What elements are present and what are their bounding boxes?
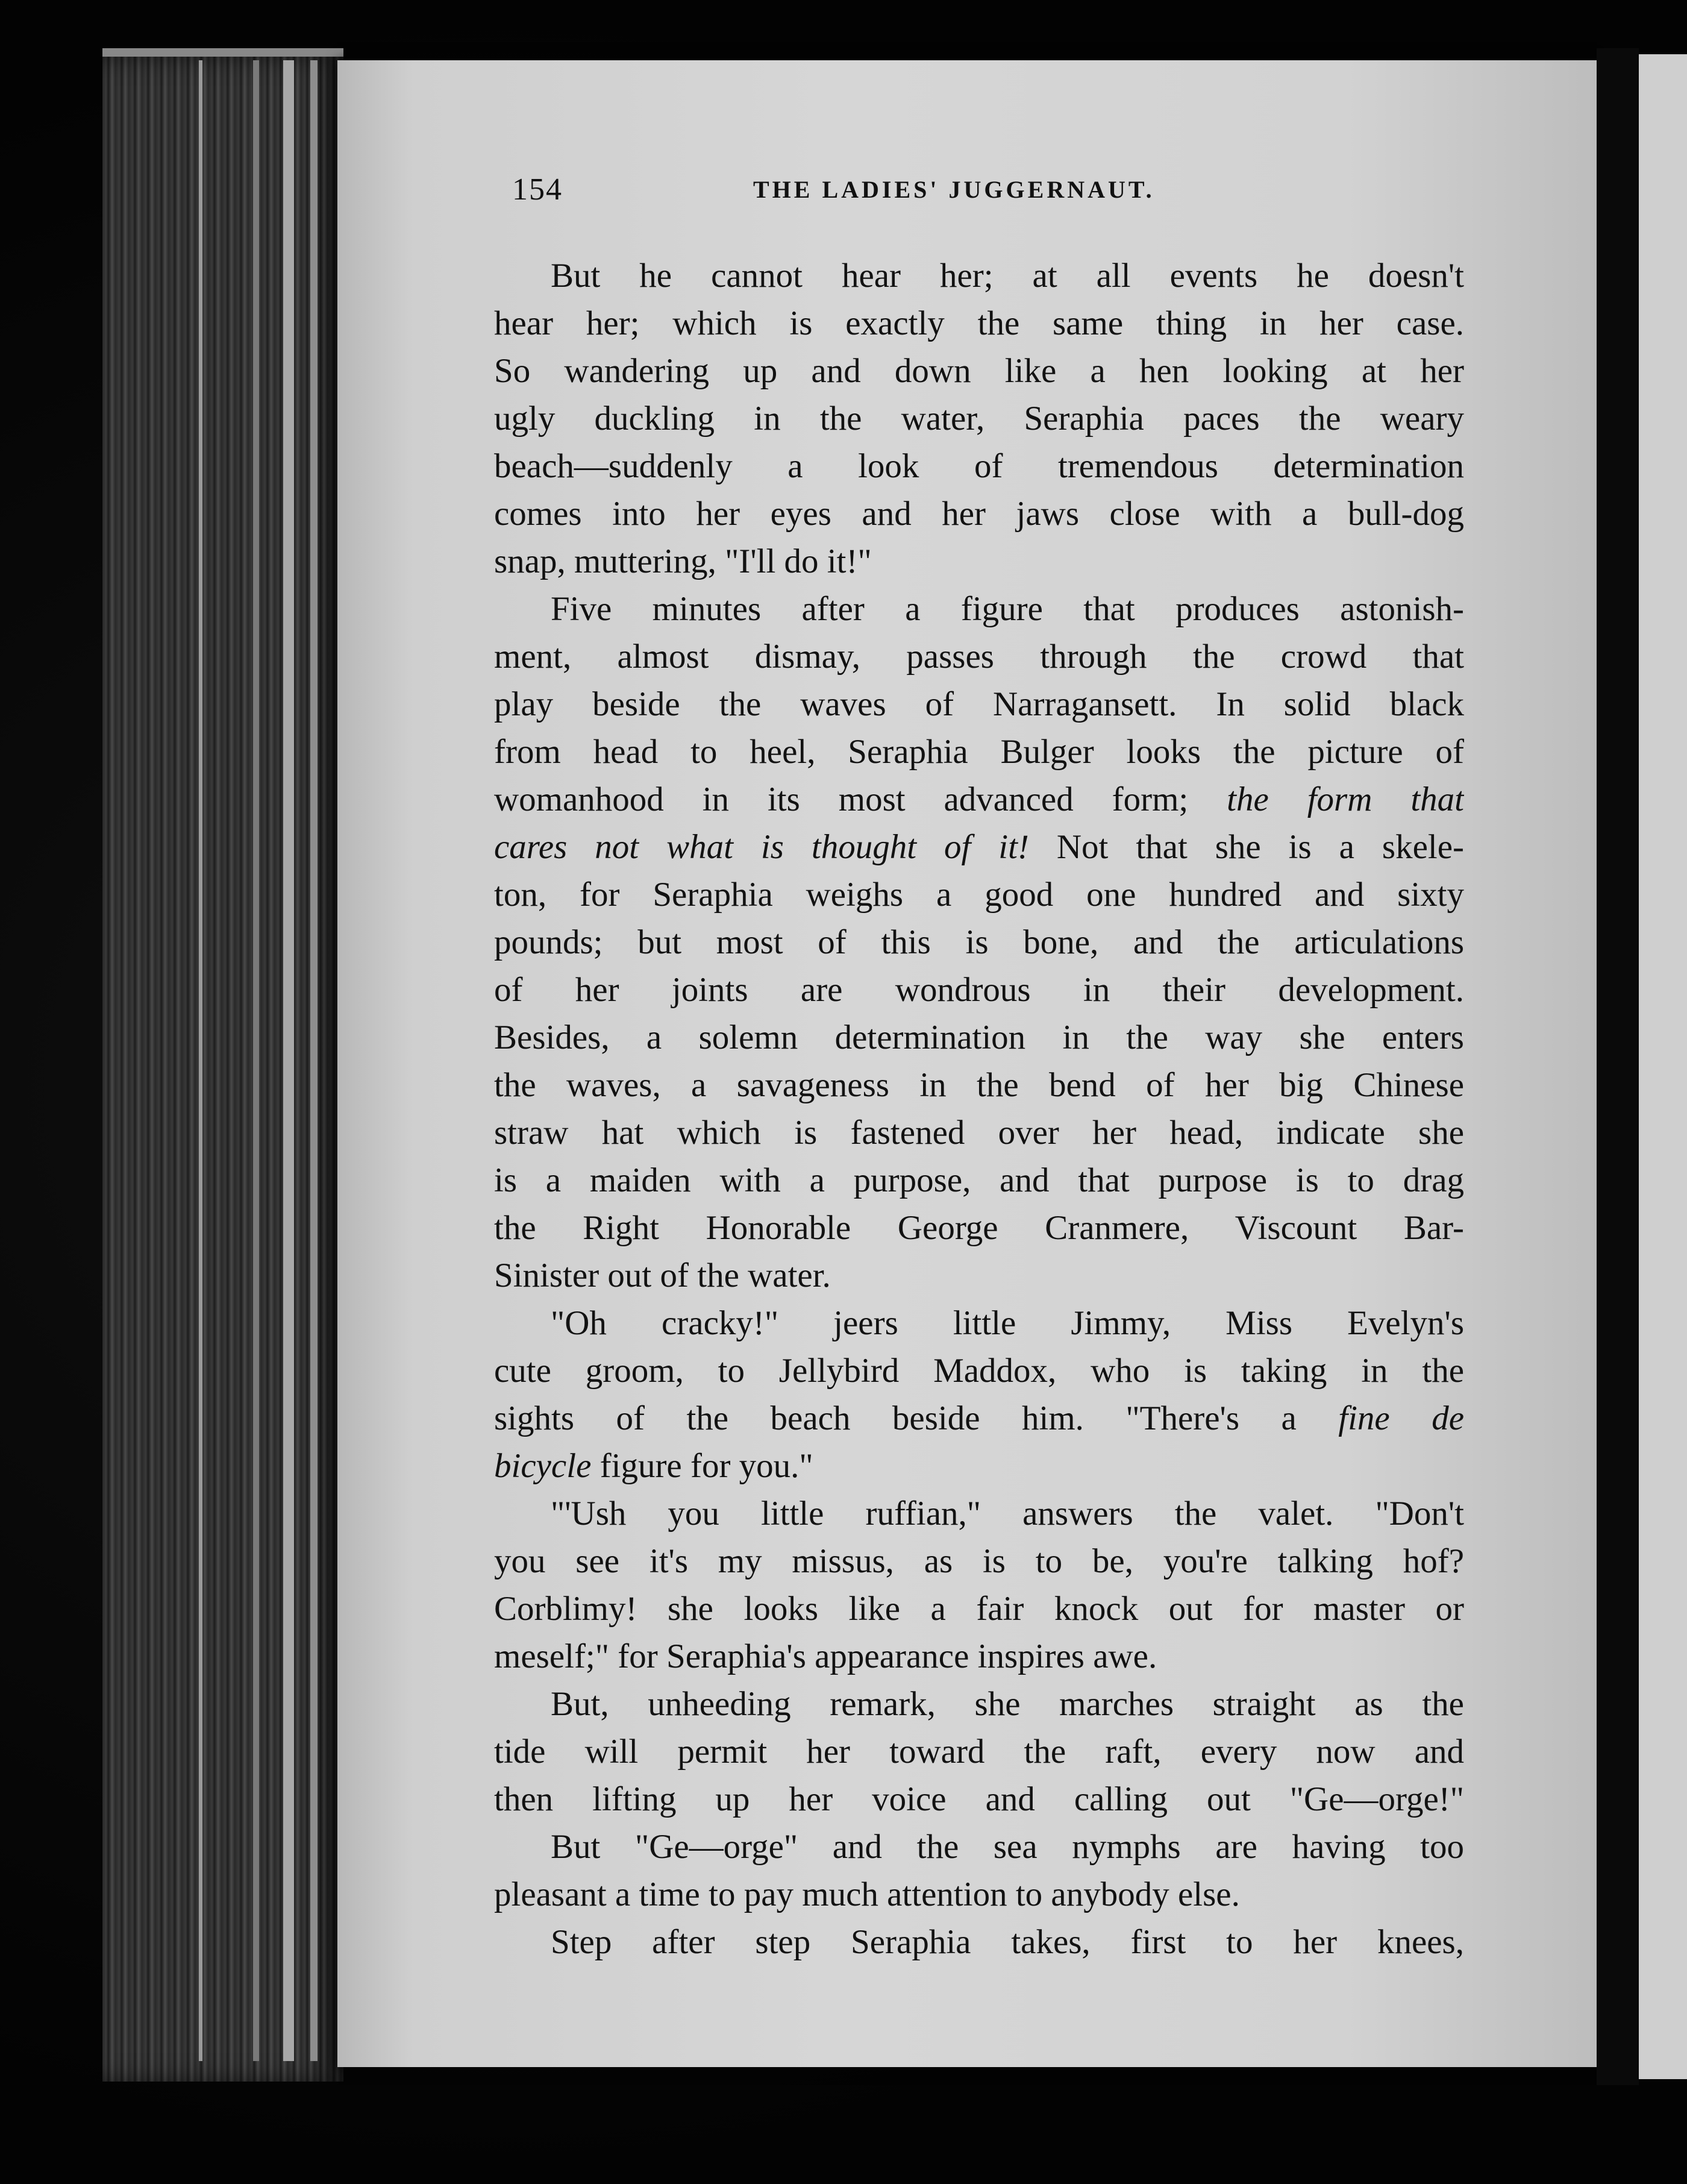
- line-text: snap, muttering, "I'll do it!": [494, 542, 872, 580]
- line-text: of her joints are wondrous in their development.: [494, 971, 1464, 1009]
- line-text: Not that she is a skele-: [1056, 828, 1464, 866]
- italic-text: cares not what is thought of it!: [494, 828, 1029, 866]
- line-text: is a maiden with a purpose, and that purpose is to drag: [494, 1161, 1464, 1199]
- text-line: [494, 395, 1464, 442]
- page-edge-strip: [253, 60, 259, 2061]
- text-line: [494, 1014, 1464, 1061]
- line-text: pounds; but most of this is bone, and the articulations: [494, 923, 1464, 961]
- page-edge-strip: [310, 60, 318, 2061]
- text-line: [494, 823, 1464, 871]
- line-text: Sinister out of the water.: [494, 1257, 831, 1294]
- line-text: But "Ge—orge" and the sea nymphs are having too: [551, 1828, 1464, 1866]
- facing-page-edge: [1639, 54, 1687, 2079]
- page-number: 154: [512, 172, 563, 207]
- line-text: figure for you.": [599, 1447, 813, 1485]
- text-line: [494, 1728, 1464, 1775]
- text-line: [494, 585, 1464, 633]
- text-line: [494, 347, 1464, 395]
- text-line: [494, 633, 1464, 680]
- text-line: [494, 1823, 1464, 1871]
- stacked-page-edges: [102, 48, 343, 2082]
- text-line: [494, 1775, 1464, 1823]
- text-line: [494, 1537, 1464, 1585]
- text-line: [494, 442, 1464, 490]
- page-header: [512, 172, 1235, 220]
- text-line: [494, 1299, 1464, 1347]
- italic-text: bicycle: [494, 1447, 592, 1485]
- italic-text: fine de: [1338, 1399, 1464, 1437]
- text-line: [494, 728, 1464, 776]
- page-edge-strip: [199, 60, 202, 2061]
- text-line: [494, 1680, 1464, 1728]
- text-line: [494, 1109, 1464, 1156]
- line-text: Besides, a solemn determination in the way she enters: [494, 1018, 1464, 1056]
- text-line: [494, 1633, 1464, 1680]
- line-text: "'Ush you little ruffian," answers the valet. "Don't: [551, 1495, 1464, 1533]
- line-text: But, unheeding remark, she marches straight as the: [551, 1685, 1464, 1723]
- line-text: meself;" for Seraphia's appearance inspires awe.: [494, 1637, 1157, 1675]
- line-text: the Right Honorable George Cranmere, Viscount Bar-: [494, 1209, 1464, 1247]
- line-text: Step after step Seraphia takes, first to her knees,: [551, 1923, 1464, 1961]
- body-text: [494, 252, 1464, 1966]
- text-line: [494, 1918, 1464, 1966]
- binding-shadow: [1597, 48, 1639, 2085]
- line-text: So wandering up and down like a hen looking at her: [494, 352, 1464, 390]
- line-text: sights of the beach beside him. "There's a: [494, 1399, 1297, 1437]
- text-line: [494, 538, 1464, 585]
- text-line: [494, 1204, 1464, 1252]
- line-text: "Oh cracky!" jeers little Jimmy, Miss Evelyn's: [551, 1304, 1464, 1342]
- line-text: ment, almost dismay, passes through the crowd that: [494, 638, 1464, 676]
- text-line: [494, 1490, 1464, 1537]
- text-line: [494, 1156, 1464, 1204]
- page-edge-strip: [283, 60, 294, 2061]
- line-text: then lifting up her voice and calling out "Ge—orge!": [494, 1780, 1464, 1818]
- running-head: THE LADIES' JUGGERNAUT.: [753, 176, 1155, 203]
- line-text: But he cannot hear her; at all events he doesn't: [551, 257, 1464, 295]
- text-line: [494, 1347, 1464, 1395]
- line-text: Corblimy! she looks like a fair knock out for master or: [494, 1590, 1464, 1628]
- text-line: [494, 966, 1464, 1014]
- text-line: [494, 490, 1464, 538]
- line-text: womanhood in its most advanced form;: [494, 780, 1189, 818]
- line-text: hear her; which is exactly the same thing in her case.: [494, 304, 1464, 342]
- line-text: Five minutes after a figure that produces astonish-: [551, 590, 1464, 628]
- text-line: [494, 252, 1464, 300]
- line-text: cute groom, to Jellybird Maddox, who is taking in the: [494, 1352, 1464, 1390]
- text-line: [494, 1061, 1464, 1109]
- text-line: [494, 1585, 1464, 1633]
- text-line: [494, 871, 1464, 918]
- line-text: beach—suddenly a look of tremendous determination: [494, 447, 1464, 485]
- text-line: [494, 300, 1464, 347]
- line-text: comes into her eyes and her jaws close with a bull-dog: [494, 495, 1464, 533]
- line-text: play beside the waves of Narragansett. In solid black: [494, 685, 1464, 723]
- italic-text: the form that: [1227, 780, 1464, 818]
- text-line: [494, 1252, 1464, 1299]
- line-text: tide will permit her toward the raft, every now and: [494, 1733, 1464, 1771]
- line-text: from head to heel, Seraphia Bulger looks the picture of: [494, 733, 1464, 771]
- text-line: [494, 1871, 1464, 1918]
- line-text: straw hat which is fastened over her head, indicate she: [494, 1114, 1464, 1152]
- line-text: pleasant a time to pay much attention to anybody else.: [494, 1875, 1240, 1913]
- text-line: [494, 918, 1464, 966]
- text-line: [494, 680, 1464, 728]
- line-text: the waves, a savageness in the bend of her big Chinese: [494, 1066, 1464, 1104]
- text-line: [494, 776, 1464, 823]
- line-text: you see it's my missus, as is to be, you're talking hof?: [494, 1542, 1464, 1580]
- text-line: [494, 1442, 1464, 1490]
- line-text: ugly duckling in the water, Seraphia paces the weary: [494, 400, 1464, 438]
- line-text: ton, for Seraphia weighs a good one hundred and sixty: [494, 876, 1464, 914]
- text-line: [494, 1395, 1464, 1442]
